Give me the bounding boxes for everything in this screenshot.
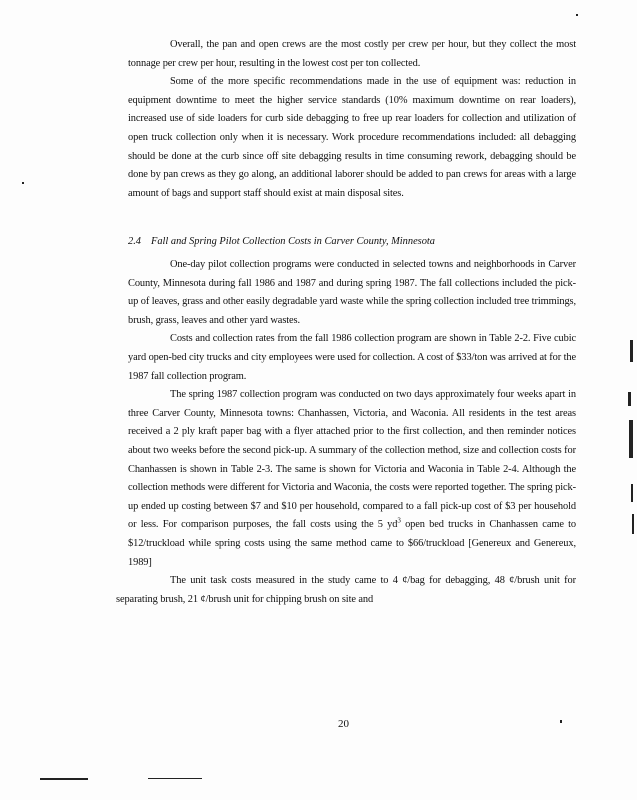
section-heading (128, 236, 435, 247)
paragraph: Overall, the pan and open crews are the most costly per crew per hour, but they collect the most tonnage per crew per hour, resulting in the lowest cost per ton collected. (128, 39, 576, 69)
scan-mark (148, 778, 202, 779)
scan-mark (631, 484, 633, 502)
scan-mark (629, 420, 633, 458)
section-title: Fall and Spring Pilot Collection Costs in Carver County, Minnesota (151, 236, 436, 247)
scan-mark (576, 14, 578, 16)
body-text-section (116, 256, 576, 609)
scan-mark (560, 720, 562, 723)
body-text-top (128, 36, 576, 203)
paragraph-text: The spring 1987 collection program was conducted on two days approximately four weeks apart in three Carver County, Minnesota towns: Chanhassen, Victoria, and Waconia. All residents in the test areas received a 2 ply kraft paper bag with a flyer attached prior to the first collection, and then reminder notices about two weeks before the second pick-up. A summary of the collection method, size and collection costs for Chanhassen is shown in Table 2-3. The same is shown for Victoria and Waconia in Table 2-4. Although the collection methods were different for Victoria and Waconia, the costs were reported together. The spring pick-up ended up costing between $7 and $10 per household, compared to a fall pick-up cost of $3 per household or less. For comparison purposes, the fall costs using the 5 yd (128, 389, 576, 531)
paragraph (128, 386, 576, 572)
scan-mark (628, 392, 631, 406)
paragraph: Costs and collection rates from the fall 1986 collection program are shown in Table 2-2. Five cubic yard open-bed city trucks and city employees were used for collection. A cost of $33/ton was arrived at for the 1987 fall collection program. (128, 333, 576, 382)
paragraph: Some of the more specific recommendations made in the use of equipment was: reduction in equipment downtime to meet the higher service standards (10% maximum downtime on rear loaders), increased use of side loaders for curb side debagging to free up rear loaders for collection and utilization of open truck collection only when it is necessary. Work procedure recommendations included: all debagging should be done at the curb since off site debagging results in time consuming rework, debagging should be done by pan crews as they go along, an additional laborer should be added to pan crews for areas with a large amount of bags and support staff should exist at main disposal sites. (128, 76, 576, 199)
paragraph-text: open bed trucks in Chanhassen came to $12/truckload while spring costs using the same method came to $66/truckload [Genereux and Genereux, 1989] (128, 519, 576, 568)
superscript: 3 (397, 516, 401, 525)
page-number: 20 (338, 718, 349, 730)
paragraph: The unit task costs measured in the study came to 4 ¢/bag for debagging, 48 ¢/brush unit for separating brush, 21 ¢/brush unit for chipping brush on site and (116, 575, 576, 605)
scan-mark (40, 778, 88, 780)
paragraph: One-day pilot collection programs were conducted in selected towns and neighborhoods in Carver County, Minnesota during fall 1986 and 1987 and during spring 1987. The fall collections included the pick-up of leaves, grass and other easily degradable yard waste while the spring collection included tree trimmings, brush, grass, leaves and other yard wastes. (128, 259, 576, 326)
scan-mark (632, 514, 634, 534)
scan-mark (22, 182, 24, 184)
scan-mark (630, 340, 633, 362)
section-number: 2.4 (128, 236, 141, 247)
